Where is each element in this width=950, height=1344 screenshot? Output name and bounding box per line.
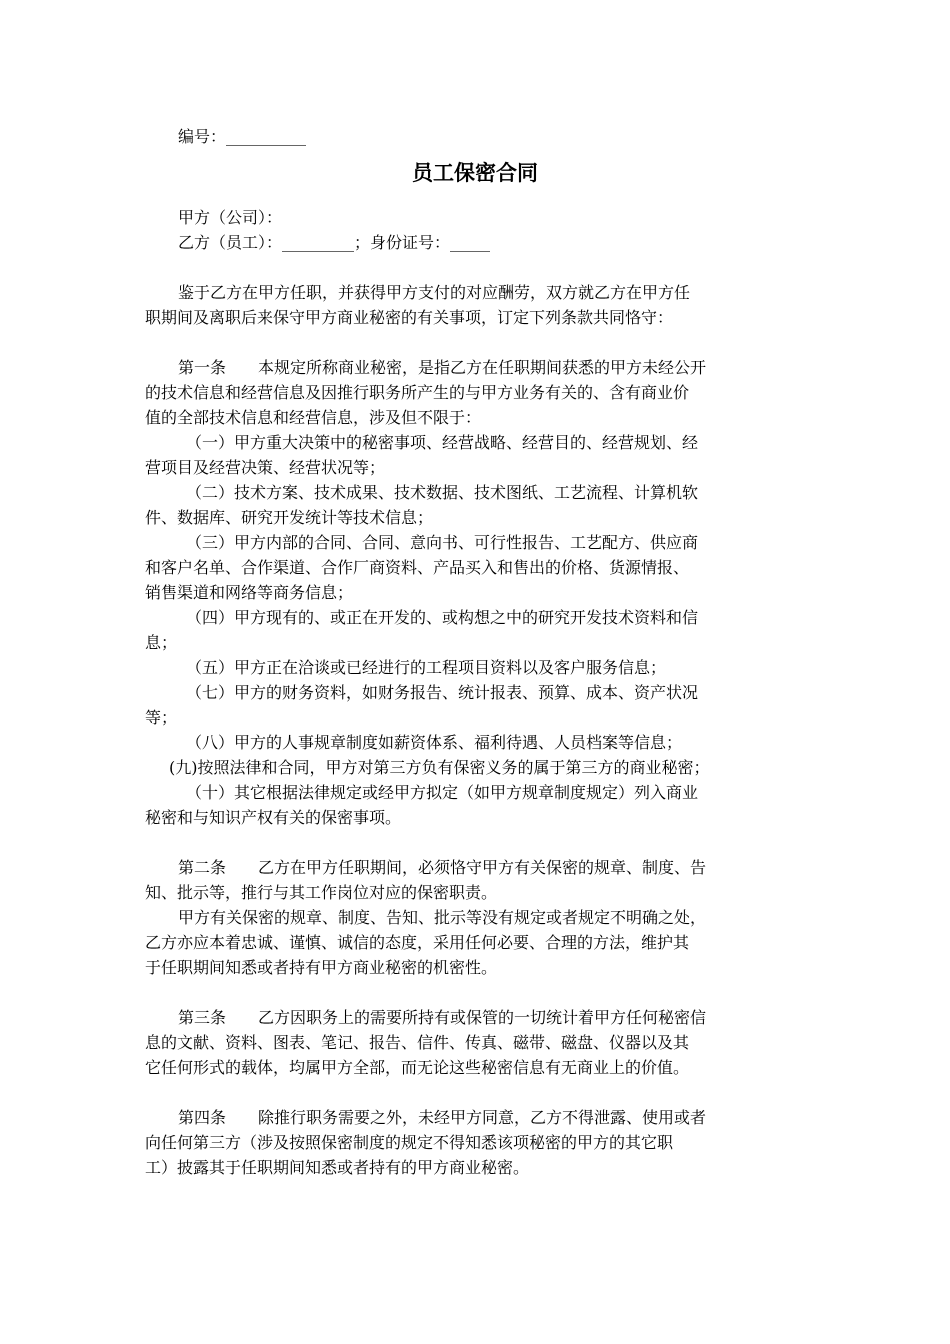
id-number-blank: _____ [450,233,491,252]
article-1-item-1-cont: 营项目及经营决策、经营状况等； [145,458,386,477]
contract-number-blank: __________ [226,127,307,146]
article-1-line: 的技术信息和经营信息及因推行职务所产生的与甲方业务有关的、含有商业价 [145,383,690,402]
party-a-line: 甲方（公司）： [178,208,283,227]
contract-number-line [145,124,805,149]
party-b-line [145,230,805,255]
spacer [145,330,805,355]
article-1-item-3-cont: 销售渠道和网络等商务信息； [145,583,354,602]
party-b-blank: _________ [282,233,355,252]
article-2-para2-line: 于任职期间知悉或者持有甲方商业秘密的机密性。 [145,958,498,977]
spacer [145,830,805,855]
spacer [145,980,805,1005]
article-4-line: 第四条 除推行职务需要之外，未经甲方同意，乙方不得泄露、使用或者 [178,1108,707,1127]
spacer [145,255,805,280]
article-3-line: 息的文献、资料、图表、笔记、报告、信件、传真、磁带、磁盘、仪器以及其 [145,1033,690,1052]
id-number-label: ；身份证号： [354,233,451,252]
article-2-line: 知、批示等，推行与其工作岗位对应的保密职责。 [145,883,498,902]
article-1-item-10: （十）其它根据法律规定或经甲方拟定（如甲方规章制度规定）列入商业 [186,783,699,802]
article-1-item-9: (九)按照法律和合同，甲方对第三方负有保密义务的属于第三方的商业秘密； [169,758,710,777]
article-1-item-8: （八）甲方的人事规章制度如薪资体系、福利待遇、人员档案等信息； [186,733,683,752]
contract-page [145,124,805,1180]
preamble-line: 职期间及离职后来保守甲方商业秘密的有关事项，订定下列条款共同恪守： [145,308,674,327]
contract-number-label: 编号： [178,127,227,146]
article-1-item-10-cont: 秘密和与知识产权有关的保密事项。 [145,808,402,827]
article-2-para2-line: 乙方亦应本着忠诚、谨慎、诚信的态度，采用任何必要、合理的方法，维护其 [145,933,690,952]
spacer [145,1080,805,1105]
article-1-line: 第一条 本规定所称商业秘密，是指乙方在任职期间获悉的甲方未经公开 [178,358,707,377]
article-1-item-4: （四）甲方现有的、或正在开发的、或构想之中的研究开发技术资料和信 [186,608,699,627]
article-3-line: 它任何形式的载体，均属甲方全部，而无论这些秘密信息有无商业上的价值。 [145,1058,690,1077]
article-1-item-4-cont: 息； [145,633,178,652]
article-1-item-2-cont: 件、数据库、研究开发统计等技术信息； [145,508,434,527]
article-1-item-1: （一）甲方重大决策中的秘密事项、经营战略、经营目的、经营规划、经 [186,433,699,452]
preamble-line: 鉴于乙方在甲方任职，并获得甲方支付的对应酬劳，双方就乙方在甲方任 [178,283,691,302]
article-4-line: 工）披露其于任职期间知悉或者持有的甲方商业秘密。 [145,1158,530,1177]
article-1-item-3: （三）甲方内部的合同、合同、意向书、可行性报告、工艺配方、供应商 [186,533,699,552]
article-1-item-2: （二）技术方案、技术成果、技术数据、技术图纸、工艺流程、计算机软 [186,483,699,502]
party-b-label: 乙方（员工）： [178,233,283,252]
article-1-item-5: （五）甲方正在洽谈或已经进行的工程项目资料以及客户服务信息； [186,658,667,677]
article-3-line: 第三条 乙方因职务上的需要所持有或保管的一切统计着甲方任何秘密信 [178,1008,707,1027]
article-1-item-3-cont: 和客户名单、合作渠道、合作厂商资料、产品买入和售出的价格、货源情报、 [145,558,690,577]
article-2-line: 第二条 乙方在甲方任职期间，必须恪守甲方有关保密的规章、制度、告 [178,858,707,877]
page-title: 员工保密合同 [412,160,538,185]
article-4-line: 向任何第三方（涉及按照保密制度的规定不得知悉该项秘密的甲方的其它职 [145,1133,674,1152]
article-1-item-7-cont: 等； [145,708,178,727]
article-1-line: 值的全部技术信息和经营信息，涉及但不限于： [145,408,482,427]
article-1-item-7: （七）甲方的财务资料，如财务报告、统计报表、预算、成本、资产状况 [186,683,699,702]
article-2-para2-line: 甲方有关保密的规章、制度、告知、批示等没有规定或者规定不明确之处， [178,908,707,927]
